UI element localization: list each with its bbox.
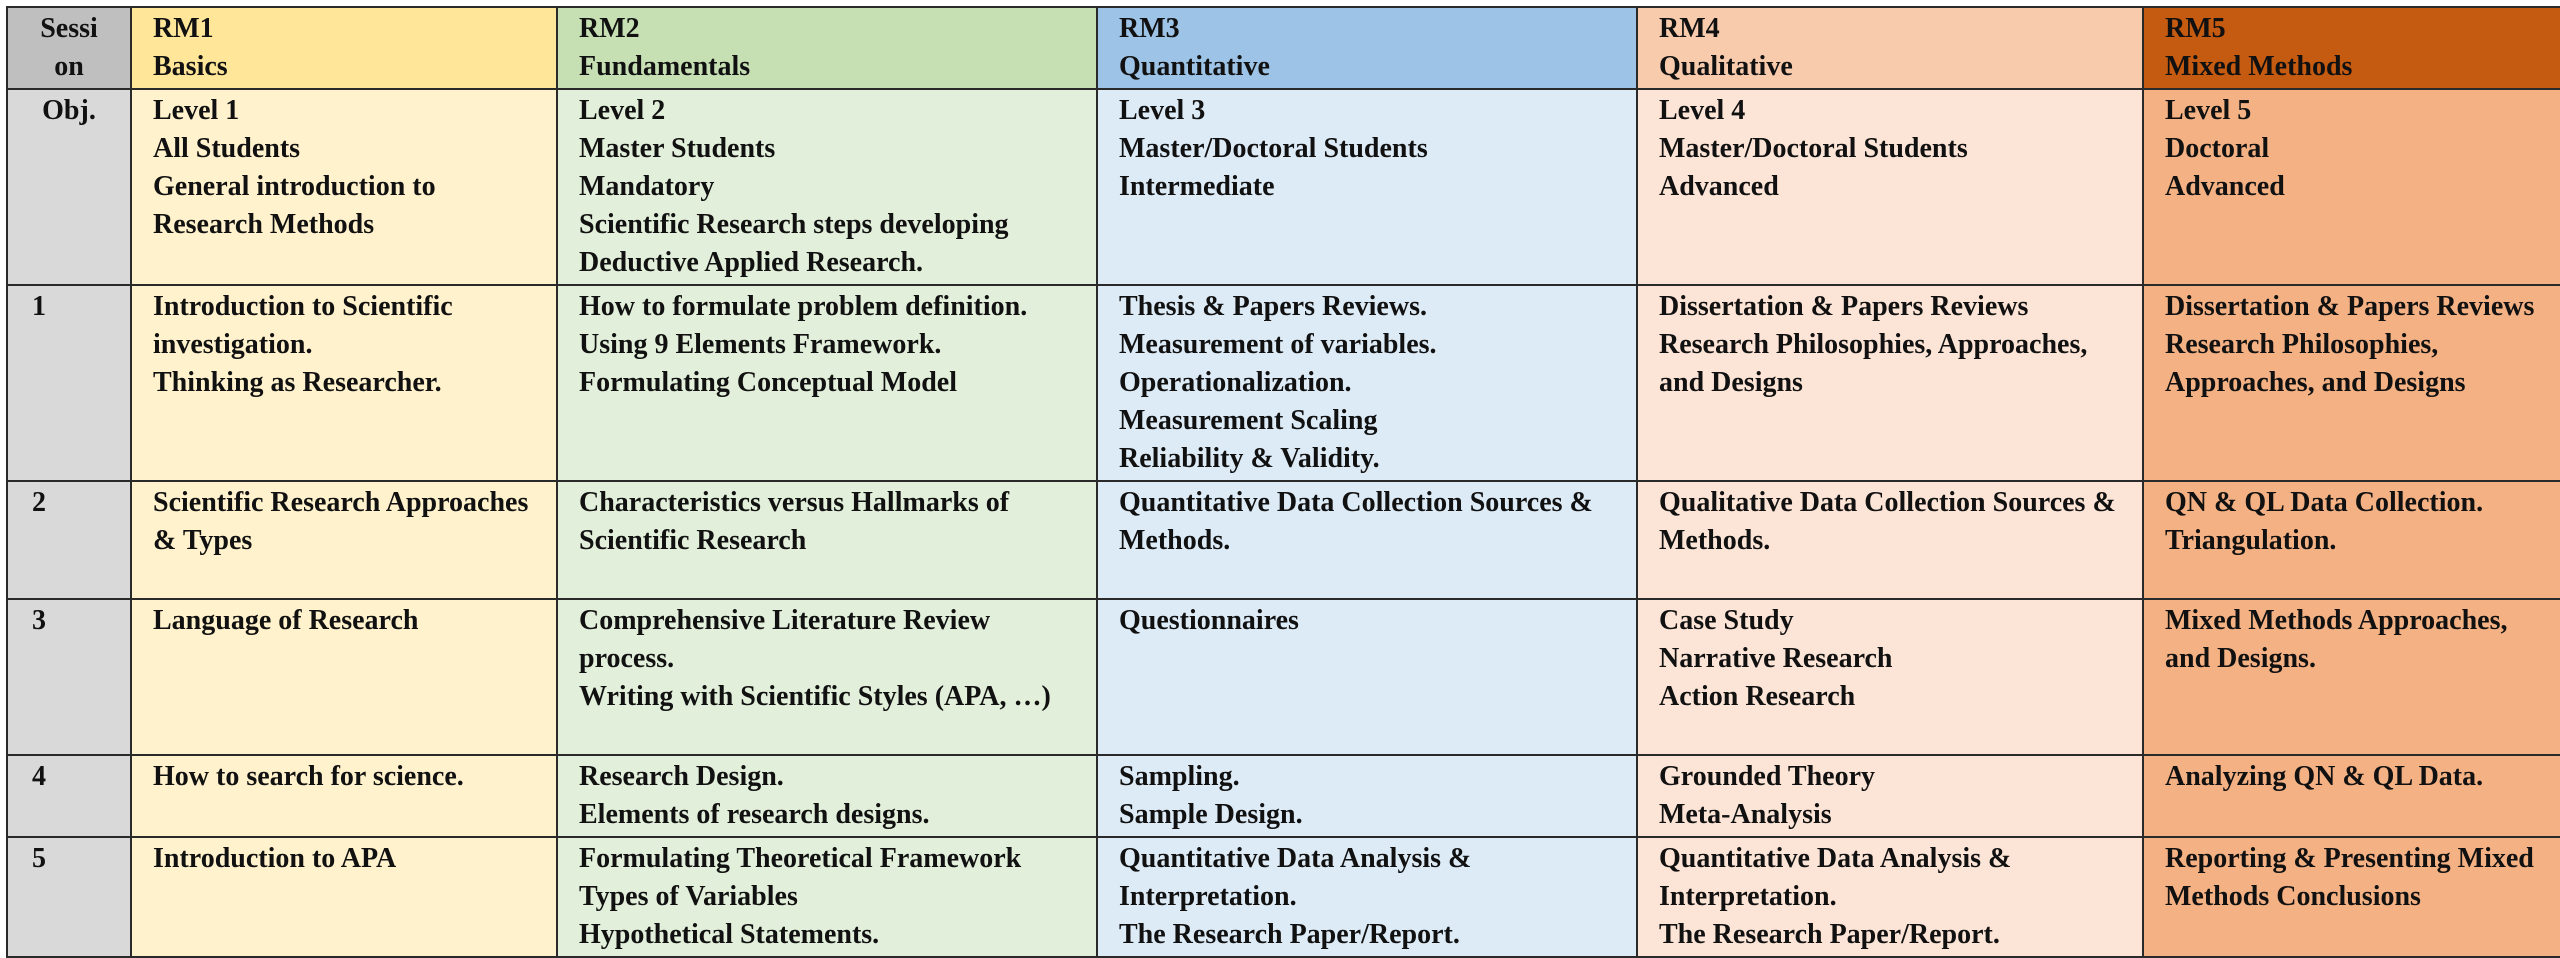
- header-rm2: RM2 Fundamentals: [557, 7, 1097, 89]
- cell-rm4: Grounded Theory Meta-Analysis: [1637, 755, 2143, 837]
- header-rm1: RM1 Basics: [131, 7, 557, 89]
- table-row-objectives: [7, 89, 2560, 285]
- cell-rm5: Reporting & Presenting Mixed Methods Conclusions: [2143, 837, 2560, 957]
- session-cell: Obj.: [7, 89, 131, 285]
- session-cell: 4: [7, 755, 131, 837]
- cell-rm5: Level 5 Doctoral Advanced: [2143, 89, 2560, 285]
- cell-rm1: Level 1 All Students General introduction to Research Methods: [131, 89, 557, 285]
- table-row: [7, 599, 2560, 755]
- cell-rm4: Dissertation & Papers Reviews Research Philosophies, Approaches, and Designs: [1637, 285, 2143, 481]
- cell-rm2: Level 2 Master Students Mandatory Scientific Research steps developing Deductive Applied Research.: [557, 89, 1097, 285]
- cell-rm3: Level 3 Master/Doctoral Students Intermediate: [1097, 89, 1637, 285]
- session-cell: 2: [7, 481, 131, 599]
- cell-rm4: Level 4 Master/Doctoral Students Advanced: [1637, 89, 2143, 285]
- cell-rm4: Case Study Narrative Research Action Research: [1637, 599, 2143, 755]
- research-methods-table: [6, 6, 2560, 958]
- table-row: [7, 755, 2560, 837]
- header-row: [7, 7, 2560, 89]
- header-session: Sessi on: [7, 7, 131, 89]
- cell-rm2: Comprehensive Literature Review process. Writing with Scientific Styles (APA, …): [557, 599, 1097, 755]
- session-cell: 1: [7, 285, 131, 481]
- cell-rm2: Research Design. Elements of research designs.: [557, 755, 1097, 837]
- cell-rm2: Characteristics versus Hallmarks of Scientific Research: [557, 481, 1097, 599]
- table-row: [7, 481, 2560, 599]
- cell-rm2: How to formulate problem definition. Using 9 Elements Framework. Formulating Conceptual Model: [557, 285, 1097, 481]
- cell-rm4: Qualitative Data Collection Sources & Methods.: [1637, 481, 2143, 599]
- cell-rm5: Mixed Methods Approaches, and Designs.: [2143, 599, 2560, 755]
- cell-rm3: Quantitative Data Analysis & Interpretation. The Research Paper/Report.: [1097, 837, 1637, 957]
- session-cell: 5: [7, 837, 131, 957]
- header-rm3: RM3 Quantitative: [1097, 7, 1637, 89]
- session-cell: 3: [7, 599, 131, 755]
- cell-rm1: Scientific Research Approaches & Types: [131, 481, 557, 599]
- table-row: [7, 837, 2560, 957]
- cell-rm1: Introduction to Scientific investigation. Thinking as Researcher.: [131, 285, 557, 481]
- cell-rm4: Quantitative Data Analysis & Interpretation. The Research Paper/Report.: [1637, 837, 2143, 957]
- cell-rm1: Language of Research: [131, 599, 557, 755]
- table-row: [7, 285, 2560, 481]
- cell-rm5: Dissertation & Papers Reviews Research Philosophies, Approaches, and Designs: [2143, 285, 2560, 481]
- cell-rm3: Sampling. Sample Design.: [1097, 755, 1637, 837]
- cell-rm3: Thesis & Papers Reviews. Measurement of variables. Operationalization. Measurement Scaling Reliability & Validity.: [1097, 285, 1637, 481]
- header-rm4: RM4 Qualitative: [1637, 7, 2143, 89]
- cell-rm3: Questionnaires: [1097, 599, 1637, 755]
- cell-rm1: How to search for science.: [131, 755, 557, 837]
- cell-rm5: Analyzing QN & QL Data.: [2143, 755, 2560, 837]
- cell-rm2: Formulating Theoretical Framework Types of Variables Hypothetical Statements.: [557, 837, 1097, 957]
- header-rm5: RM5 Mixed Methods: [2143, 7, 2560, 89]
- cell-rm5: QN & QL Data Collection. Triangulation.: [2143, 481, 2560, 599]
- cell-rm3: Quantitative Data Collection Sources & Methods.: [1097, 481, 1637, 599]
- cell-rm1: Introduction to APA: [131, 837, 557, 957]
